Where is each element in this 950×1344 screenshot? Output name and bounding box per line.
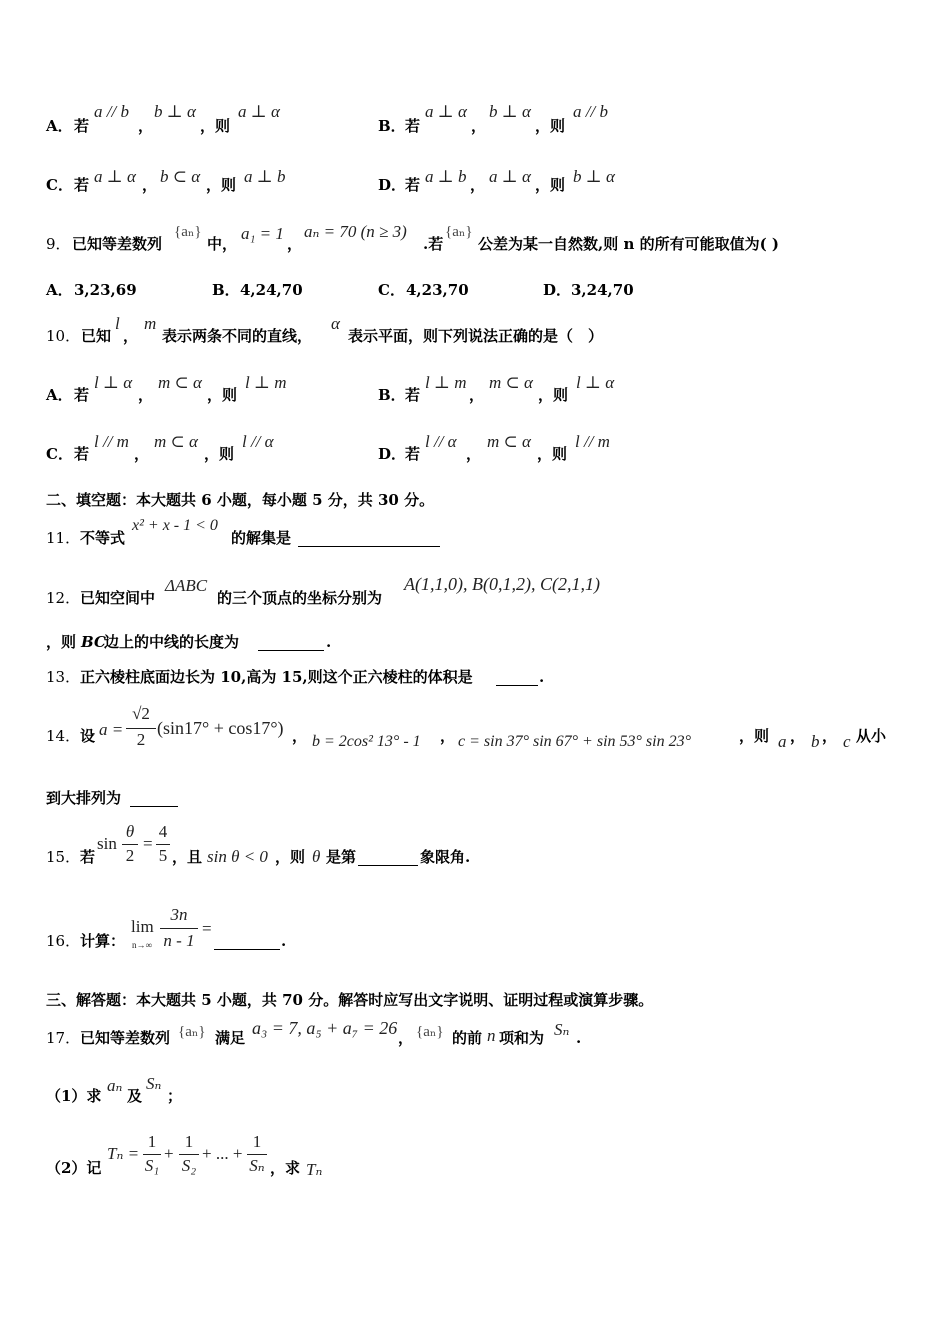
question-number: 13． (46, 668, 81, 686)
segment-bc: BC (81, 633, 106, 651)
sum-sn: Sₙ (146, 1074, 162, 1093)
option-c-label: C． (46, 445, 73, 463)
comma: ， (470, 176, 486, 194)
period: . (576, 1029, 582, 1047)
comma: ， (398, 1029, 414, 1047)
line-m: m (144, 314, 157, 333)
tn-lhs: Tₙ = (107, 1144, 140, 1163)
option-d-premise1: l // α (425, 432, 457, 451)
plus: + (164, 1144, 174, 1163)
fraction-4-over-5 (156, 822, 170, 868)
comma: ， (440, 727, 456, 745)
question-text: 到大排列为 (46, 789, 122, 807)
option-d-ruo: 若 (405, 176, 421, 194)
numerator: √2 (132, 704, 150, 723)
equals: = (143, 834, 153, 853)
sum-sn: Sₙ (554, 1020, 570, 1039)
option-c-ruo: 若 (74, 445, 90, 463)
question-9 (0, 222, 950, 262)
inequality: x² + x - 1 < 0 (132, 517, 218, 534)
question-17 (0, 1016, 950, 1056)
question-text: 已知等差数列 (80, 1029, 171, 1047)
q10-options-ab (0, 373, 950, 413)
option-d-premise2: a ⊥ α (489, 167, 531, 186)
option-b-conclusion: l ⊥ α (576, 373, 615, 392)
option-c-then: ，则 (206, 176, 237, 194)
plane-alpha: α (331, 314, 340, 333)
ellipsis-sum: + ... + (202, 1144, 243, 1163)
question-14 (0, 704, 950, 764)
question-number: 15． (46, 848, 81, 866)
comma: ， (790, 727, 806, 745)
question-text: ，且 (172, 848, 203, 866)
question-text: 计算： (80, 932, 126, 950)
option-a-premise2: b ⊥ α (154, 102, 196, 121)
option-a-premise1: l ⊥ α (94, 373, 133, 392)
math-condition: aₙ = 70 (n ≥ 3) (304, 222, 407, 241)
period: . (326, 633, 332, 651)
option-c-label: C． (46, 176, 73, 194)
option-b-ruo: 若 (405, 117, 421, 135)
option-c-ruo: 若 (74, 176, 90, 194)
sequence-symbol: {aₙ} (174, 224, 202, 240)
option-b-premise1: a ⊥ α (425, 102, 467, 121)
condition: sin θ < 0 (207, 847, 268, 866)
limit-subscript: n→∞ (132, 940, 152, 950)
question-text: 是第 (326, 848, 357, 866)
numerator: 1 (252, 1132, 262, 1151)
comma: ， (471, 117, 487, 135)
option-d-conclusion: b ⊥ α (573, 167, 615, 186)
comma: ， (822, 727, 838, 745)
comma: ， (138, 117, 154, 135)
question-text: ，求 (270, 1159, 301, 1177)
comma: ， (123, 327, 139, 345)
term-an: aₙ (107, 1076, 123, 1095)
fraction-bar (122, 844, 138, 845)
comma: ， (142, 176, 158, 194)
denominator: 5 (158, 846, 168, 865)
question-number: 14． (46, 727, 81, 745)
fraction-bar (160, 928, 198, 929)
period: . (539, 668, 545, 686)
var-n: n (487, 1026, 496, 1045)
section-3-title: 三、解答题：本大题共 5 小题，共 70 分。解答时应写出文字说明、证明过程或演算步骤。 (46, 991, 654, 1009)
question-text: 象限角. (420, 848, 471, 866)
question-text: 从小 (856, 727, 887, 745)
question-12 (0, 576, 950, 616)
section-2-title: 二、填空题：本大题共 6 小题，每小题 5 分，共 30 分。 (46, 491, 435, 509)
comma: ， (466, 445, 482, 463)
option-c-premise2: m ⊂ α (154, 432, 198, 451)
numerator: 1 (184, 1132, 194, 1151)
sin-function: sin (97, 834, 117, 853)
option-b-conclusion: a // b (573, 102, 608, 121)
answer-blank[interactable] (496, 667, 538, 686)
option-b-label: B． (378, 386, 406, 404)
option-c-label: C． (378, 281, 405, 299)
question-13 (0, 667, 950, 707)
option-d-text: 3,24,70 (571, 281, 634, 299)
answer-blank[interactable] (298, 528, 440, 547)
question-text: ； (167, 1087, 183, 1105)
option-b-then: ，则 (538, 386, 569, 404)
question-text: 的三个顶点的坐标分别为 (217, 589, 383, 607)
fraction-3n-over-n-1 (160, 905, 198, 953)
question-text: 已知等差数列 (72, 235, 163, 253)
question-text: 正六棱柱底面边长为 10,高为 15,则这个正六棱柱的体积是 (80, 668, 473, 686)
option-a-text: 3,23,69 (74, 281, 137, 299)
option-d-premise1: a ⊥ b (425, 167, 467, 186)
question-text: .若 (423, 235, 444, 253)
question-text: 表示两条不同的直线， (162, 327, 313, 345)
question-number: 12． (46, 589, 81, 607)
answer-blank[interactable] (214, 931, 280, 950)
question-15 (0, 822, 950, 872)
question-12-cont (0, 632, 950, 672)
question-text: 满足 (215, 1029, 246, 1047)
comma: ， (134, 445, 150, 463)
question-text: 不等式 (80, 529, 126, 547)
option-b-text: 4,24,70 (240, 281, 303, 299)
period: . (281, 932, 287, 950)
answer-blank[interactable] (130, 788, 178, 807)
option-d-then: ，则 (537, 445, 568, 463)
option-a-ruo: 若 (74, 386, 90, 404)
option-c-conclusion: l // α (242, 432, 274, 451)
fraction-1-over-s2 (179, 1132, 199, 1178)
option-c-premise2: b ⊂ α (160, 167, 201, 186)
option-a-label: A． (46, 281, 73, 299)
fraction-bar (179, 1154, 199, 1155)
denominator: S₂ (181, 1156, 197, 1175)
var-a: a (778, 732, 787, 751)
comma: ， (292, 727, 308, 745)
answer-blank[interactable] (258, 632, 324, 651)
option-b-ruo: 若 (405, 386, 421, 404)
fraction-bar (247, 1154, 267, 1155)
var-b: b (811, 732, 820, 751)
question-text: 若 (80, 848, 96, 866)
sequence-symbol: {aₙ} (178, 1024, 206, 1040)
question-11 (0, 516, 950, 556)
question-text: 已知 (81, 327, 112, 345)
var-c-expr: c = sin 37° sin 67° + sin 53° sin 23° (458, 733, 691, 750)
option-d-conclusion: l // m (575, 432, 610, 451)
fraction-bar (126, 728, 156, 729)
option-d-label: D． (378, 176, 407, 194)
option-b-premise2: b ⊥ α (489, 102, 531, 121)
numerator: θ (125, 822, 135, 841)
option-b-premise1: l ⊥ m (425, 373, 467, 392)
comma: ， (469, 386, 485, 404)
var-c: c (843, 732, 851, 751)
question-text: ，则 (46, 633, 77, 651)
option-d-premise2: m ⊂ α (487, 432, 531, 451)
fraction-1-over-s1 (143, 1132, 161, 1178)
denominator: 2 (136, 730, 146, 749)
option-d-then: ，则 (535, 176, 566, 194)
comma: ， (287, 235, 303, 253)
numerator: 3n (170, 905, 188, 924)
question-number: 9． (46, 235, 71, 253)
trig-sum: (sin17° + cos17°) (157, 718, 284, 738)
option-a-ruo: 若 (74, 117, 90, 135)
question-number: 11． (46, 529, 81, 547)
line-l: l (115, 314, 120, 333)
option-c-text: 4,23,70 (406, 281, 469, 299)
fraction-bar (156, 844, 170, 845)
var-a-lhs: a = (99, 720, 124, 739)
question-text: 设 (80, 727, 96, 745)
question-text: 表示平面，则下列说法正确的是（ ） (348, 327, 604, 345)
sequence-symbol: {aₙ} (416, 1024, 444, 1040)
q8-options-ab (0, 100, 950, 140)
question-number: 16． (46, 932, 81, 950)
option-a-then: ，则 (200, 117, 231, 135)
option-b-premise2: m ⊂ α (489, 373, 533, 392)
option-d-label: D． (543, 281, 572, 299)
condition: a₃ = 7, a₅ + a₇ = 26 (252, 1018, 398, 1038)
equals: = (202, 919, 212, 938)
option-a-conclusion: a ⊥ α (238, 102, 280, 121)
denominator: n - 1 (163, 931, 195, 950)
answer-blank[interactable] (358, 847, 418, 866)
option-d-label: D． (378, 445, 407, 463)
question-text: 公差为某一自然数,则 n 的所有可能取值为( ) (478, 235, 779, 253)
question-17-part-2 (0, 1132, 950, 1182)
option-b-label: B． (212, 281, 240, 299)
question-text: 的解集是 (231, 529, 292, 547)
fraction-1-over-sn (247, 1132, 267, 1178)
option-a-label: A． (46, 117, 73, 135)
fraction-sqrt2-over-2 (126, 704, 156, 752)
fraction-bar (143, 1154, 161, 1155)
question-text: 边上的中线的长度为 (104, 633, 240, 651)
comma: ， (138, 386, 154, 404)
question-text: ，则 (739, 727, 770, 745)
question-16 (0, 905, 950, 955)
numerator: 4 (158, 822, 168, 841)
fraction-theta-over-2 (122, 822, 138, 868)
question-text: 的前 (452, 1029, 483, 1047)
option-c-conclusion: a ⊥ b (244, 167, 286, 186)
question-text: ，则 (275, 848, 306, 866)
part-label: （2）记 (46, 1159, 102, 1177)
question-text: 项和为 (499, 1029, 545, 1047)
option-b-then: ，则 (535, 117, 566, 135)
denominator: Sₙ (249, 1156, 265, 1175)
q8-options-cd (0, 163, 950, 203)
option-c-premise1: l // m (94, 432, 129, 451)
theta: θ (312, 847, 321, 866)
option-a-premise2: m ⊂ α (158, 373, 202, 392)
option-c-premise1: a ⊥ α (94, 167, 136, 186)
question-number: 10． (46, 327, 81, 345)
option-a-premise1: a // b (94, 102, 129, 121)
math-condition: a₁ = 1 (241, 224, 284, 243)
tn: Tₙ (306, 1160, 323, 1179)
question-text: 及 (127, 1087, 143, 1105)
sequence-symbol: {aₙ} (445, 224, 473, 240)
question-10 (0, 314, 950, 354)
option-c-then: ，则 (204, 445, 235, 463)
option-a-conclusion: l ⊥ m (245, 373, 287, 392)
question-17-part-1 (0, 1074, 950, 1114)
option-b-label: B． (378, 117, 406, 135)
triangle-abc: ΔABC (165, 576, 208, 595)
q10-options-cd (0, 432, 950, 472)
denominator: S₁ (144, 1156, 160, 1175)
question-text: 中， (207, 235, 238, 253)
option-a-label: A． (46, 386, 73, 404)
option-d-ruo: 若 (405, 445, 421, 463)
option-a-then: ，则 (207, 386, 238, 404)
var-b-expr: b = 2cos² 13° - 1 (312, 733, 421, 750)
limit-operator: lim (131, 917, 154, 936)
question-number: 17． (46, 1029, 81, 1047)
denominator: 2 (125, 846, 135, 865)
vertex-coordinates: A(1,1,0), B(0,1,2), C(2,1,1) (404, 574, 600, 594)
part-label: （1）求 (46, 1087, 102, 1105)
question-text: 已知空间中 (80, 589, 156, 607)
numerator: 1 (147, 1132, 157, 1151)
